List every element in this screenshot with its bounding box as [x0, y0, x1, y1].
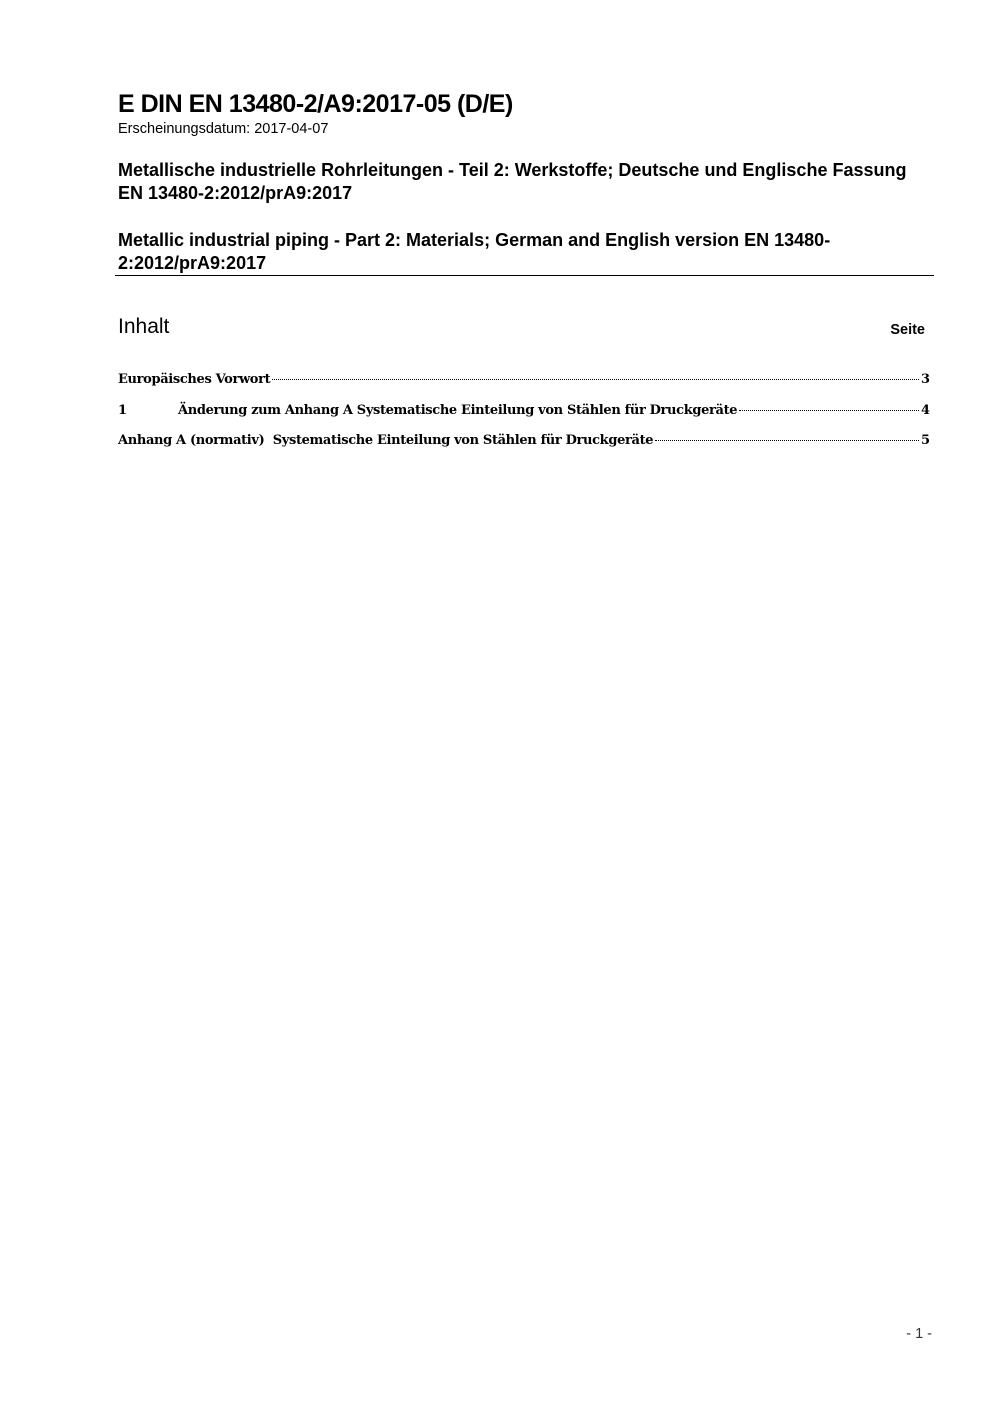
toc-entry-text: Anhang A (normativ) Systematische Einteilung von Stählen für Druckgeräte — [118, 433, 654, 448]
toc-entry[interactable] — [118, 431, 930, 462]
title-english: Metallic industrial piping - Part 2: Materials; German and English version EN 13480-2:2012/prA9:2017 — [118, 230, 831, 273]
header-divider — [115, 275, 934, 276]
title-german: Metallische industrielle Rohrleitungen - Teil 2: Werkstoffe; Deutsche und Englische Fassung EN 13480-2:2012/prA9:2017 — [118, 160, 907, 203]
publication-date: Erscheinungsdatum: 2017-04-07 — [118, 121, 329, 137]
toc-leader — [272, 379, 919, 380]
toc-entry-text: Änderung zum Anhang A Systematische Einteilung von Stählen für Druckgeräte — [178, 402, 738, 418]
toc-entry[interactable] — [118, 401, 930, 432]
toc-entry-page: 3 — [920, 372, 930, 387]
toc-entry-text: Europäisches Vorwort — [118, 372, 271, 387]
page-number: - 1 - — [906, 1326, 932, 1342]
toc-leader — [739, 410, 919, 411]
toc-entry-page: 5 — [920, 433, 930, 448]
document-id: E DIN EN 13480-2/A9:2017-05 (D/E) — [118, 90, 513, 118]
toc-heading: Inhalt — [118, 315, 170, 338]
toc-entry[interactable] — [118, 370, 930, 401]
toc-page-label: Seite — [890, 322, 925, 338]
toc-leader — [655, 440, 919, 441]
toc-entry-page: 4 — [920, 402, 930, 418]
table-of-contents — [118, 370, 930, 462]
toc-entry-number: 1 — [118, 402, 128, 418]
